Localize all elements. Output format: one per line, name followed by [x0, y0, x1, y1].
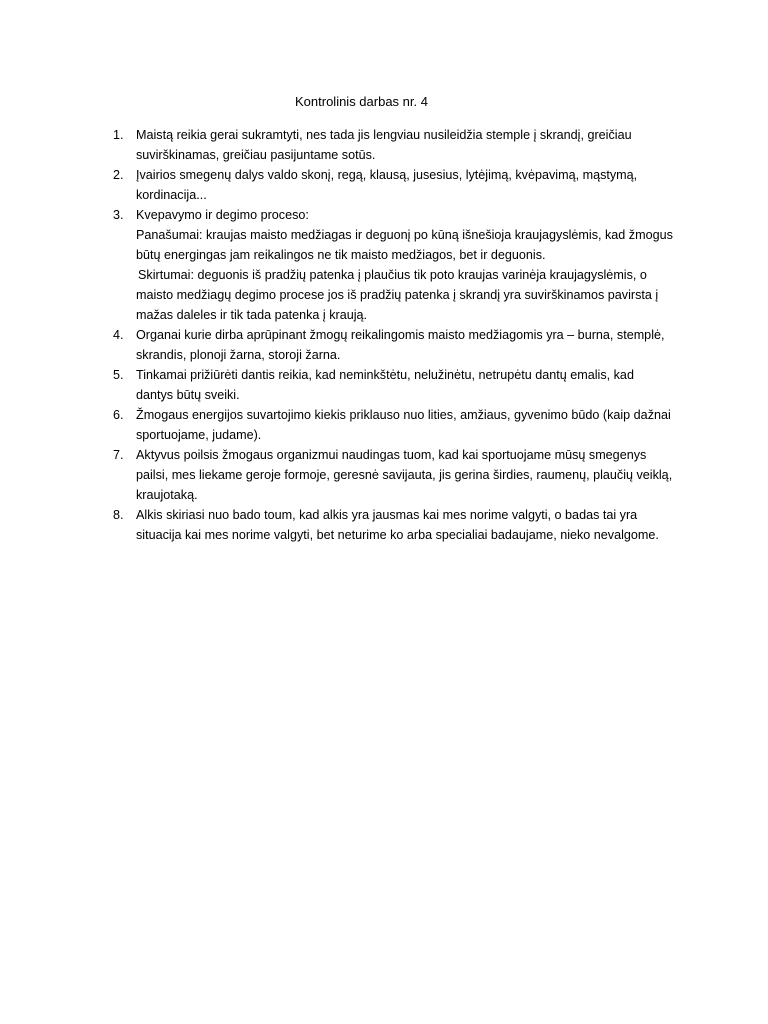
item-line: suvirškinamas, greičiau pasijuntame sotūs.: [136, 148, 376, 162]
item-number: 1.: [113, 128, 124, 142]
list-item-6: [110, 405, 670, 445]
item-number: 3.: [113, 208, 124, 222]
item-line: pailsi, mes liekame geroje formoje, geresnė savijauta, jis gerina širdies, raumenų, plaučių veiklą,: [136, 468, 673, 482]
item-line: Įvairios smegenų dalys valdo skonį, regą, klausą, jusesius, lytėjimą, kvėpavimą, mąstymą,: [136, 168, 638, 182]
item-line: Maistą reikia gerai sukramtyti, nes tada jis lengviau nusileidžia stemple į skrandį, greičiau: [136, 128, 632, 142]
document-title: Kontrolinis darbas nr. 4: [295, 94, 428, 109]
answer-list: [110, 125, 673, 545]
list-item-1: [110, 125, 670, 165]
item-line: Skirtumai: deguonis iš pradžių patenka į plaučius tik poto kraujas varinėja kraujagyslėmis, o: [138, 268, 647, 282]
item-number: 2.: [113, 168, 124, 182]
list-item-2: [110, 165, 670, 205]
item-line: Panašumai: kraujas maisto medžiagas ir deguonį po kūną išnešioja kraujagyslėmis, kad žmogus: [136, 228, 673, 242]
item-line: kordinacija...: [136, 188, 207, 202]
item-line: kraujotaką.: [136, 488, 198, 502]
item-line: būtų energingas jam reikalingos ne tik maisto medžiagos, bet ir deguonis.: [136, 248, 546, 262]
list-item-3: [110, 205, 673, 325]
list-item-4: [110, 325, 670, 365]
item-number: 5.: [113, 368, 124, 382]
item-number: 8.: [113, 508, 124, 522]
item-line: dantys būtų sveiki.: [136, 388, 240, 402]
item-number: 6.: [113, 408, 124, 422]
list-item-5: [110, 365, 670, 405]
list-item-8: [110, 505, 670, 545]
item-line: situacija kai mes norime valgyti, bet neturime ko arba specialiai badaujame, nieko nevalgome.: [136, 528, 659, 542]
list-item-7: [110, 445, 673, 505]
item-line: sportuojame, judame).: [136, 428, 262, 442]
item-line: maisto medžiagų degimo procese jos iš pradžių patenka į skrandį yra suvirškinamos pavirsta į: [136, 288, 659, 302]
item-line: Organai kurie dirba aprūpinant žmogų reikalingomis maisto medžiagomis yra – burna, stemplė,: [136, 328, 665, 342]
item-line: Aktyvus poilsis žmogaus organizmui naudingas tuom, kad kai sportuojame mūsų smegenys: [136, 448, 647, 462]
item-line: Tinkamai prižiūrėti dantis reikia, kad neminkštėtu, nelužinėtu, netrupėtu dantų emalis, kad: [136, 368, 634, 382]
item-line: Alkis skiriasi nuo bado toum, kad alkis yra jausmas kai mes norime valgyti, o badas tai yra: [136, 508, 638, 522]
item-line: Kvepavymo ir degimo proceso:: [136, 208, 309, 222]
item-number: 7.: [113, 448, 124, 462]
item-line: skrandis, plonoji žarna, storoji žarna.: [136, 348, 341, 362]
item-line: mažas daleles ir tik tada patenka į kraują.: [136, 308, 368, 322]
item-line: Žmogaus energijos suvartojimo kiekis priklauso nuo lities, amžiaus, gyvenimo būdo (kaip dažnai: [136, 408, 671, 422]
item-number: 4.: [113, 328, 124, 342]
